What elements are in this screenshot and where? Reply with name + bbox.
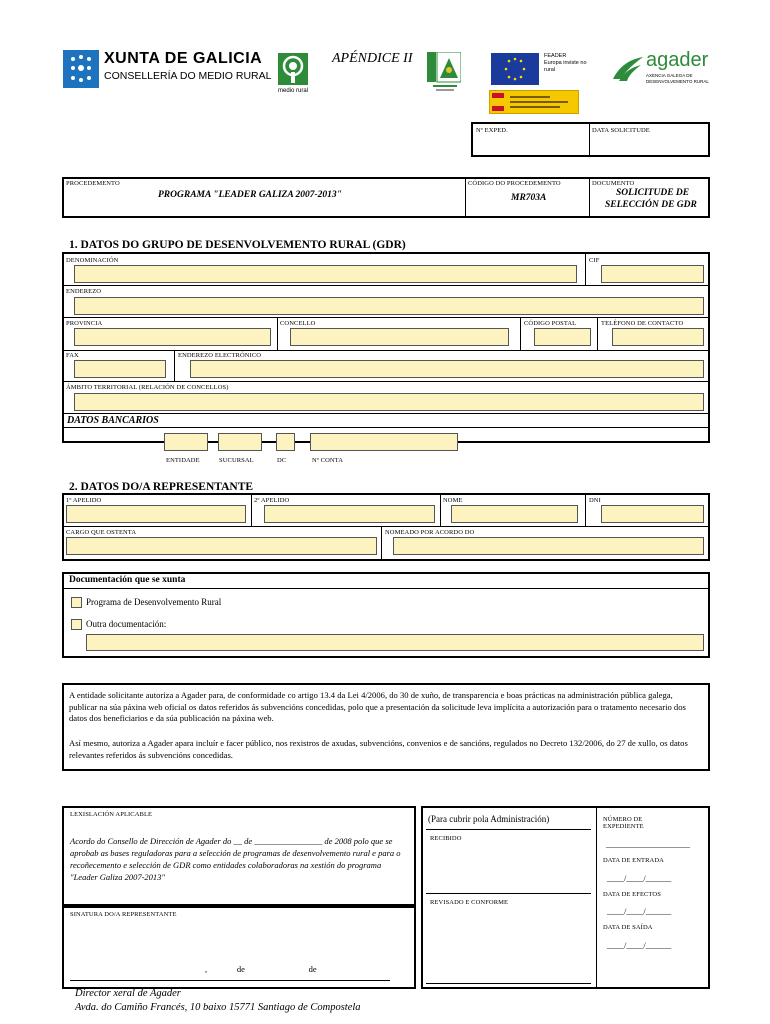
provincia-label: PROVINCIA bbox=[66, 320, 103, 327]
legislation-text: Acordo do Consello de Dirección de Agader do __ de ________________ de 2008 polo que se aprobab as bases reguladoras para a selección de programas de desenvolvemento rural e para o recoñecemento e selección de GDR como entidades colaboradoras na xestión do programa "Leader Galiza 2007-2013" bbox=[70, 836, 401, 882]
num-expediente-label-2: EXPEDIENTE bbox=[603, 823, 644, 830]
eu-text-line: FEADER bbox=[544, 53, 567, 59]
denominacion-field[interactable] bbox=[74, 265, 577, 283]
consent-paragraph-2: Así mesmo, autoriza a Agader apara incluír e facer público, nos rexistros de axudas, subvencións, convenios e de sancións, regulados no Decreto 132/2006, do 27 de xullo, os datos relevantes referidos ás subvencións concedidas. bbox=[69, 738, 688, 760]
concello-label: CONCELLO bbox=[280, 320, 316, 327]
document-value-2: SELECCIÓN DE GDR bbox=[605, 200, 697, 210]
procedure-label: PROCEDEMENTO bbox=[66, 180, 120, 187]
section1-title: 1. DATOS DO GRUPO DE DESENVOLVEMENTO RURAL (GDR) bbox=[69, 239, 406, 251]
num-expediente-label-1: NÚMERO DE bbox=[603, 816, 643, 823]
apelido2-field[interactable] bbox=[264, 505, 435, 523]
procedure-code-label: CÓDIGO DO PROCEDEMENTO bbox=[468, 180, 561, 187]
nomeado-field[interactable] bbox=[393, 537, 704, 555]
enderezo-label: ENDEREZO bbox=[66, 288, 102, 295]
pdr-checkbox[interactable] bbox=[71, 597, 82, 608]
apelido1-field[interactable] bbox=[66, 505, 246, 523]
nome-field[interactable] bbox=[451, 505, 578, 523]
data-saida-blank[interactable]: ____/____/______ bbox=[607, 940, 672, 950]
ambito-field[interactable] bbox=[74, 393, 704, 411]
data-entrada-label: DATA DE ENTRADA bbox=[603, 857, 664, 864]
nome-label: NOME bbox=[443, 497, 463, 504]
apelido1-label: 1º APELIDO bbox=[66, 497, 102, 504]
recibido-label: RECIBIDO bbox=[430, 835, 462, 842]
sucursal-field[interactable] bbox=[218, 433, 262, 451]
agader-name: agader bbox=[646, 49, 709, 71]
email-field[interactable] bbox=[190, 360, 704, 378]
documentation-title: Documentación que se xunta bbox=[69, 575, 186, 585]
codigo-postal-label: CÓDIGO POSTAL bbox=[524, 320, 577, 327]
footer-director: Director xeral de Agader bbox=[75, 988, 181, 999]
eu-flag bbox=[491, 53, 539, 85]
cif-field[interactable] bbox=[601, 265, 704, 283]
footer-address: Avda. do Camiño Francés, 10 baixo 15771 Santiago de Compostela bbox=[75, 1002, 361, 1013]
codigo-postal-field[interactable] bbox=[534, 328, 591, 346]
ambito-label: ÁMBITO TERRITORIAL (RELACIÓN DE CONCELLOS) bbox=[66, 384, 229, 391]
appendix-title: APÉNDICE II bbox=[332, 51, 413, 66]
signature-box bbox=[62, 906, 416, 989]
entidade-field[interactable] bbox=[164, 433, 208, 451]
provincia-field[interactable] bbox=[74, 328, 271, 346]
other-docs-field[interactable] bbox=[86, 634, 704, 651]
cif-label: CIF bbox=[589, 257, 600, 264]
spain-ministry-logo bbox=[489, 90, 579, 114]
cargo-field[interactable] bbox=[66, 537, 377, 555]
eu-stars-icon bbox=[491, 53, 539, 85]
consent-paragraph-1: A entidade solicitante autoriza a Agader para, de conformidade co artigo 13.4 da Lei 4/2006, do 30 de xuño, de transparencia e boas prácticas na administración pública galega, publicar na súa páxina web oficial os datos referidos ás subvencións concedidas, polo que a presentación da solicitude leva implícita a autorización para o tratamento necesario dos datos dos beneficiarios e da súa publicación na páxina web. bbox=[69, 690, 686, 723]
telefono-field[interactable] bbox=[612, 328, 704, 346]
conta-field[interactable] bbox=[310, 433, 458, 451]
conta-label: Nº CONTA bbox=[312, 457, 344, 464]
dni-field[interactable] bbox=[601, 505, 704, 523]
eu-text-line: Europa inviste no bbox=[544, 60, 587, 66]
nomeado-label: NOMEADO POR ACORDO DO bbox=[385, 529, 475, 536]
document-value-1: SOLICITUDE DE bbox=[616, 188, 690, 198]
email-label: ENDEREZO ELECTRÓNICO bbox=[178, 352, 262, 359]
xunta-emblem-icon bbox=[63, 50, 99, 88]
data-entrada-blank[interactable]: ____/____/______ bbox=[607, 873, 672, 883]
telefono-label: TELÉFONO DE CONTACTO bbox=[601, 320, 684, 327]
pdr-label: Programa de Desenvolvemento Rural bbox=[86, 597, 222, 607]
agader-logo bbox=[611, 53, 645, 83]
date-request-label: DATA SOLICITUDE bbox=[592, 127, 650, 134]
dc-label: DC bbox=[277, 457, 287, 464]
admin-title: (Para cubrir pola Administración) bbox=[428, 814, 550, 824]
num-expediente-blank[interactable]: _____________________ bbox=[606, 840, 690, 849]
fax-label: FAX bbox=[66, 352, 79, 359]
enderezo-field[interactable] bbox=[74, 297, 704, 315]
agader-subtitle bbox=[646, 73, 709, 84]
apelido2-label: 2º APELIDO bbox=[254, 497, 290, 504]
bank-data-title: DATOS BANCARIOS bbox=[67, 415, 159, 426]
agader-sub-line: DESENVOLVEMENTO RURAL bbox=[646, 78, 709, 84]
eu-text bbox=[544, 53, 587, 74]
data-saida-label: DATA DE SAÍDA bbox=[603, 924, 653, 931]
entidade-label: ENTIDADE bbox=[166, 457, 200, 464]
revisado-label: REVISADO E CONFORME bbox=[430, 899, 509, 906]
signature-line bbox=[70, 980, 390, 981]
data-efectos-label: DATA DE EFECTOS bbox=[603, 891, 661, 898]
other-docs-checkbox[interactable] bbox=[71, 619, 82, 630]
procedure-code-value: MR703A bbox=[511, 193, 547, 203]
dni-label: DNI bbox=[589, 497, 601, 504]
section2-title: 2. DATOS DO/A REPRESENTANTE bbox=[69, 481, 254, 493]
admin-box bbox=[421, 806, 710, 989]
legislation-label: LEXISLACIÓN APLICABLE bbox=[70, 811, 153, 818]
medio-rural-logo bbox=[277, 52, 309, 86]
document-label: DOCUMENTO bbox=[592, 180, 635, 187]
leader-logo bbox=[427, 52, 461, 94]
conselleria-name: CONSELLERÍA DO MEDIO RURAL bbox=[104, 70, 272, 82]
procedure-value: PROGRAMA "LEADER GALIZA 2007-2013" bbox=[158, 190, 342, 200]
dc-field[interactable] bbox=[276, 433, 295, 451]
ministry-icon bbox=[490, 91, 578, 113]
signature-label: SINATURA DO/A REPRESENTANTE bbox=[70, 911, 177, 918]
eu-text-line: rural bbox=[544, 67, 556, 73]
xunta-title: XUNTA DE GALICIA bbox=[104, 50, 263, 67]
signature-place-date: , de de bbox=[205, 964, 317, 974]
medio-rural-icon bbox=[277, 52, 309, 86]
leader-galiza-icon bbox=[427, 52, 461, 94]
fax-field[interactable] bbox=[74, 360, 166, 378]
xunta-logo bbox=[63, 50, 99, 88]
cargo-label: CARGO QUE OSTENTA bbox=[66, 529, 137, 536]
agader-sub-line: AXENCIA GALEGA DE bbox=[646, 73, 693, 78]
data-efectos-blank[interactable]: ____/____/______ bbox=[607, 906, 672, 916]
other-docs-label: Outra documentación: bbox=[86, 619, 167, 629]
concello-field[interactable] bbox=[290, 328, 509, 346]
denominacion-label: DENOMINACIÓN bbox=[66, 257, 119, 264]
medio-rural-caption: medio rural bbox=[278, 88, 309, 94]
agader-mark-icon bbox=[611, 53, 645, 83]
exped-label: Nº EXPED. bbox=[476, 127, 508, 134]
sucursal-label: SUCURSAL bbox=[219, 457, 254, 464]
